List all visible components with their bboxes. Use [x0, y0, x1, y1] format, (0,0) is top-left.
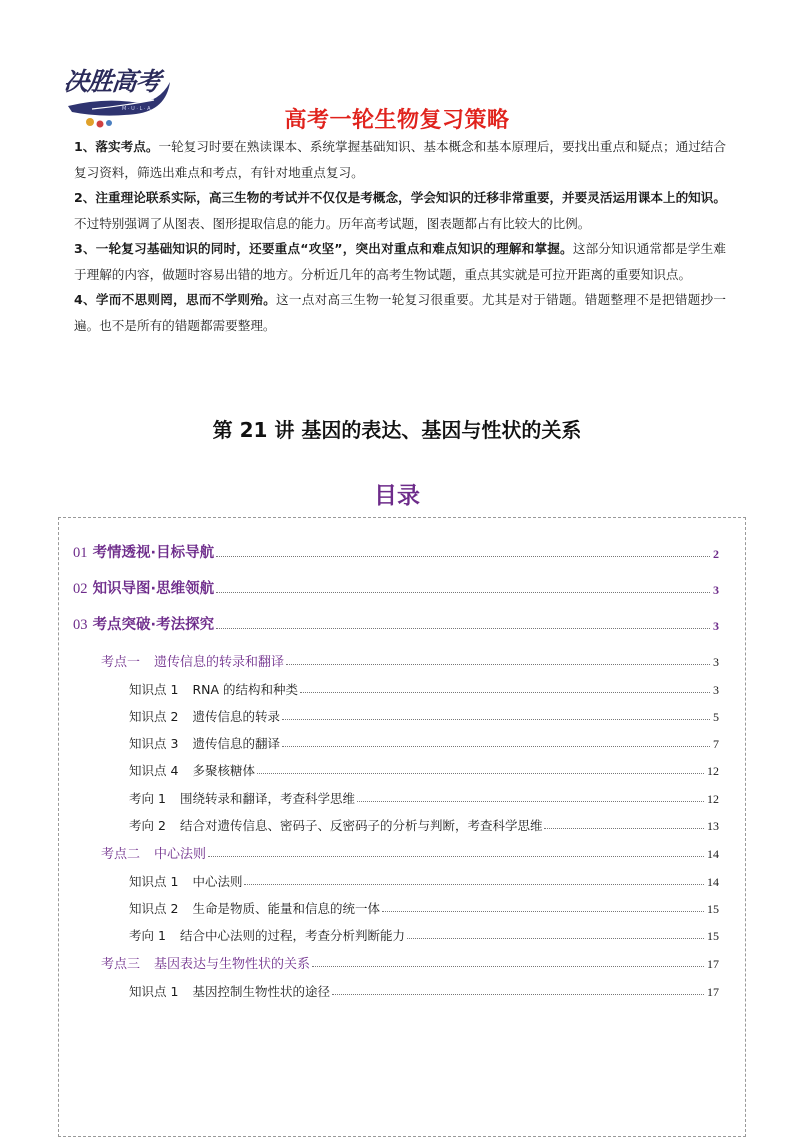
toc-label: 考情透视·目标导航 [92, 545, 215, 561]
strategy-item-4-body: 这一点对高三生物一轮复习很重要。尤其是对于错题。错题整理不是把错题抄一遍。也不是所有的错题都需要整理。 [74, 292, 727, 333]
toc-entry-knowledge[interactable] [129, 757, 719, 779]
strategy-item-3-body: 这部分知识通常都是学生难于理解的内容，做题时容易出错的地方。分析近几年的高考生物试题，重点其实就是可拉开距离的重要知识点。 [74, 241, 727, 282]
toc-key: 知识点 2 [129, 901, 179, 916]
toc-entry-section-2[interactable] [73, 576, 719, 598]
toc-entry-point-3[interactable] [101, 950, 719, 972]
toc-page-number: 17 [707, 985, 719, 999]
toc-page-number: 3 [713, 583, 719, 597]
toc-entry-knowledge[interactable] [129, 703, 719, 725]
strategy-item-2-lead: 2、注重理论联系实际，高三生物的考试并不仅仅是考概念，学会知识的迁移非常重要，并要灵活运用课本上的知识。 [74, 190, 726, 205]
toc-page-number: 12 [707, 764, 719, 778]
toc-page-number: 7 [713, 737, 719, 751]
toc-entry-direction[interactable] [129, 812, 719, 834]
toc-page-number: 13 [707, 819, 719, 833]
toc-leader [332, 994, 704, 995]
toc-label: RNA 的结构和种类 [192, 682, 298, 697]
logo-text: 决胜高考 [62, 67, 162, 96]
toc-label: 结合中心法则的过程，考查分析判断能力 [179, 928, 405, 943]
toc-entry-knowledge[interactable] [129, 676, 719, 698]
lecture-title: 第 21 讲 基因的表达、基因与性状的关系 [212, 418, 582, 442]
toc-number: 03 [73, 617, 88, 633]
svg-text:M · U · L · A: M · U · L · A [122, 106, 151, 112]
toc-leader [300, 692, 710, 693]
toc-label: 知识导图·思维领航 [92, 581, 215, 597]
strategy-item-3-lead: 3、一轮复习基础知识的同时，还要重点“攻坚”，突出对重点和难点知识的理解和掌握。 [74, 241, 573, 256]
toc-entry-knowledge[interactable] [129, 730, 719, 752]
strategy-intro [74, 134, 726, 338]
toc-leader [257, 773, 704, 774]
document-title: 高考一轮生物复习策略 [284, 108, 510, 133]
toc-page-number: 15 [707, 902, 719, 916]
toc-label: 生命是物质、能量和信息的统一体 [192, 901, 380, 916]
toc-leader [216, 556, 710, 557]
toc-label: 多聚核糖体 [192, 763, 255, 778]
strategy-item-4 [74, 287, 726, 338]
toc-label: 遗传信息的转录 [192, 709, 280, 724]
toc-heading: 目录 [374, 483, 420, 509]
toc-page-number: 14 [707, 875, 719, 889]
toc-key: 知识点 3 [129, 736, 179, 751]
toc-key: 考点三 [101, 957, 141, 972]
toc-label: 结合对遗传信息、密码子、反密码子的分析与判断，考查科学思维 [179, 818, 543, 833]
strategy-item-2-body: 不过特别强调了从图表、图形提取信息的能力。历年高考试题，图表题都占有比较大的比例。 [74, 215, 591, 231]
toc-entry-direction[interactable] [129, 785, 719, 807]
toc-leader [244, 884, 704, 885]
toc-number: 01 [73, 545, 88, 561]
strategy-item-1-lead: 1、落实考点。 [74, 139, 159, 154]
toc-page-number: 14 [707, 847, 719, 861]
toc-label: 基因表达与生物性状的关系 [154, 957, 311, 972]
toc-leader [286, 664, 710, 665]
toc-page-number: 15 [707, 929, 719, 943]
strategy-item-1 [74, 134, 726, 185]
toc-key: 考点二 [101, 847, 141, 862]
toc-page-number: 12 [707, 792, 719, 806]
toc-page-number: 3 [713, 655, 719, 669]
strategy-item-2 [74, 185, 726, 236]
toc-leader [382, 911, 704, 912]
toc-key: 考点一 [101, 655, 141, 670]
toc-entry-section-3[interactable] [73, 612, 719, 634]
toc-key: 考向 1 [129, 791, 166, 806]
toc-entry-direction[interactable] [129, 922, 719, 944]
toc-key: 知识点 4 [129, 763, 179, 778]
toc-label: 遗传信息的翻译 [192, 736, 280, 751]
toc-entry-knowledge[interactable] [129, 868, 719, 890]
toc-key: 知识点 2 [129, 709, 179, 724]
toc-key: 考向 1 [129, 928, 166, 943]
toc-label: 遗传信息的转录和翻译 [154, 655, 285, 670]
strategy-item-3 [74, 236, 726, 287]
toc-page-number: 3 [713, 683, 719, 697]
toc-entry-knowledge[interactable] [129, 978, 719, 1000]
toc-key: 考向 2 [129, 818, 166, 833]
strategy-item-1-body: 一轮复习时要在熟读课本、系统掌握基础知识、基本概念和基本原理后，要找出重点和疑点；通过结合复习资料，筛选出难点和考点，有针对地重点复习。 [74, 139, 727, 180]
toc-page-number: 3 [713, 619, 719, 633]
toc-label: 考点突破·考法探究 [92, 617, 215, 633]
toc-leader [407, 938, 704, 939]
toc-page-number: 5 [713, 710, 719, 724]
toc-number: 02 [73, 581, 88, 597]
toc-entry-knowledge[interactable] [129, 895, 719, 917]
toc-page-number: 17 [707, 957, 719, 971]
toc-leader [282, 719, 710, 720]
toc-leader [544, 828, 704, 829]
toc-key: 知识点 1 [129, 682, 179, 697]
toc-leader [282, 746, 710, 747]
table-of-contents [58, 517, 746, 1137]
toc-key: 知识点 1 [129, 984, 179, 999]
toc-leader [357, 801, 704, 802]
toc-label: 围绕转录和翻译，考查科学思维 [179, 791, 355, 806]
toc-leader [312, 966, 704, 967]
toc-leader [216, 628, 710, 629]
toc-leader [208, 856, 704, 857]
toc-label: 中心法则 [154, 847, 207, 862]
toc-leader [216, 592, 710, 593]
toc-page-number: 2 [713, 547, 719, 561]
strategy-item-4-lead: 4、学而不思则罔，思而不学则殆。 [74, 292, 277, 307]
toc-key: 知识点 1 [129, 874, 179, 889]
toc-entry-section-1[interactable] [73, 540, 719, 562]
toc-entry-point-1[interactable] [101, 648, 719, 670]
toc-label: 中心法则 [192, 874, 243, 889]
toc-entry-point-2[interactable] [101, 840, 719, 862]
toc-label: 基因控制生物性状的途径 [192, 984, 330, 999]
